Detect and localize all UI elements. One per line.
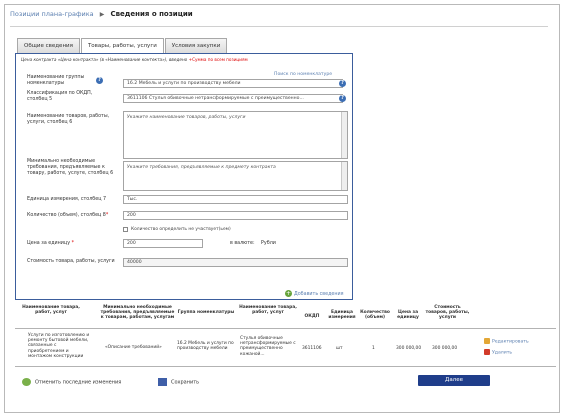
requirements-textarea-scrollbar[interactable] xyxy=(341,162,347,190)
price-label-text: Цена за единицу xyxy=(27,241,71,246)
required-mark: * xyxy=(71,241,74,246)
name-textarea[interactable] xyxy=(123,111,348,159)
cancel-changes-button[interactable] xyxy=(22,378,121,386)
okpd-input[interactable]: 3611106 Стулья обивочные нетрансформируемые с преимущественно... xyxy=(123,94,343,103)
cancel-changes-label: Отменить последние изменения xyxy=(35,379,122,386)
currency-label: в валюте: xyxy=(230,241,255,246)
currency-value: Рубли xyxy=(261,241,276,246)
requirements-label: Минимально необходимые требования, предъявляемые к товару, работе, услуге, столбец 6 xyxy=(27,159,114,176)
col-header-okdp: ОКДП xyxy=(304,314,320,319)
unit-select[interactable]: Тыс. xyxy=(123,195,348,204)
plus-icon: + xyxy=(285,290,292,297)
name-label: Наименование товаров, работы, услуги, столбец 6 xyxy=(27,114,110,125)
legend-required: +Сумма по всем позициям xyxy=(188,57,248,62)
row-edit-link[interactable] xyxy=(484,338,529,345)
goods-form-panel xyxy=(15,53,353,300)
quantity-checkbox[interactable] xyxy=(123,227,128,232)
nomenclature-search-link[interactable]: Поиск по номенклатуре xyxy=(274,72,333,77)
undo-icon xyxy=(22,378,31,386)
quantity-checkbox-label: Количество определить не участвует(ьем) xyxy=(131,227,231,232)
price-label xyxy=(27,241,117,247)
help-icon[interactable]: ? xyxy=(96,77,103,84)
col-header-unit: Единица измерения xyxy=(328,310,356,321)
col-header-group: Группа номенклатуры xyxy=(177,310,235,315)
group-input[interactable]: 16.2 Мебель и услуги по производству мебели xyxy=(123,79,343,88)
row-okdp: 3611106 xyxy=(302,346,322,351)
row-delete-link[interactable] xyxy=(484,349,512,356)
table-bottom-divider xyxy=(15,366,556,367)
delete-icon xyxy=(484,349,490,355)
breadcrumb-parent-link[interactable]: Позиции плана-графика xyxy=(10,10,94,18)
requirements-textarea-text: Укажите требования, предъявляемые к предмету контракта xyxy=(127,165,276,170)
save-button[interactable] xyxy=(158,378,199,386)
cost-label: Стоимость товара, работы, услуги xyxy=(27,259,115,264)
requirements-textarea[interactable] xyxy=(123,161,348,191)
quantity-input[interactable]: 200 xyxy=(123,211,348,220)
quantity-label-text: Количество (объем), столбец 8 xyxy=(27,213,106,218)
breadcrumb-separator-icon: ▶ xyxy=(99,11,105,18)
pencil-icon xyxy=(484,338,490,344)
row-qty: 1 xyxy=(372,346,375,351)
col-header-product: Наименование товара, работ, услуг xyxy=(239,305,297,316)
okpd-label: Классификация по ОКДП, столбец 5 xyxy=(27,91,93,102)
row-product: Стулья обивочные нетрансформируемые с преимущественно кожаной... xyxy=(240,336,296,357)
cost-input: 40000 xyxy=(123,258,348,267)
tab-bar xyxy=(17,38,228,53)
col-header-requirements: Минимально необходимые требования, предъявляемые к товарам, работам, услугам xyxy=(100,305,175,321)
group-label: Наименование группы номенклатуры xyxy=(27,75,85,86)
row-unit: шт xyxy=(336,346,343,351)
breadcrumb xyxy=(10,10,193,18)
name-textarea-text: Укажите наименование товаров, работы, услуги xyxy=(127,115,246,120)
add-info-button[interactable] xyxy=(285,290,344,297)
row-cost: 300 000,00 xyxy=(432,346,458,351)
save-icon xyxy=(158,378,167,386)
page-title: Сведения о позиции xyxy=(110,10,193,18)
tab-general[interactable]: Общие сведения xyxy=(17,38,80,53)
row-edit-label: Редактировать xyxy=(492,339,529,345)
row-requirements: «Описание требований» xyxy=(105,345,162,350)
col-header-price: Цена за единицу xyxy=(397,310,419,321)
next-button[interactable]: Далее xyxy=(418,375,490,386)
legend-text: Цена контракта «Цена контракта» (в «Наименование контекта»), введено xyxy=(21,57,188,62)
tab-conditions[interactable]: Условия закупки xyxy=(165,38,228,53)
unit-label: Единица измерения, столбец 7 xyxy=(27,197,107,202)
col-header-cost: Стоимость товаров, работы, услуги xyxy=(425,305,470,321)
required-mark: * xyxy=(105,213,109,218)
price-legend xyxy=(21,57,248,62)
tab-goods[interactable]: Товары, работы, услуги xyxy=(81,38,164,54)
help-icon[interactable]: ? xyxy=(339,80,346,87)
save-label: Сохранить xyxy=(171,379,200,386)
add-info-label: Добавить сведения xyxy=(294,292,344,297)
row-group: 16.2 Мебель и услуги по производству мебели xyxy=(177,341,234,352)
help-icon[interactable]: ? xyxy=(339,95,346,102)
price-input[interactable]: 200 xyxy=(123,239,203,248)
table-header-divider xyxy=(15,328,556,329)
col-header-qty: Количество (объем) xyxy=(360,310,390,321)
header-divider xyxy=(10,26,548,27)
quantity-label xyxy=(27,213,117,219)
name-textarea-scrollbar[interactable] xyxy=(341,112,347,158)
col-header-name: Наименование товара, работ, услуг xyxy=(22,305,80,316)
row-price: 300 000,00 xyxy=(396,346,422,351)
row-name: Услуги по изготовлению и ремонту бытовой мебели, связанные с приобретением и монтажом конструкции xyxy=(28,333,90,359)
row-delete-label: Удалить xyxy=(492,350,513,356)
